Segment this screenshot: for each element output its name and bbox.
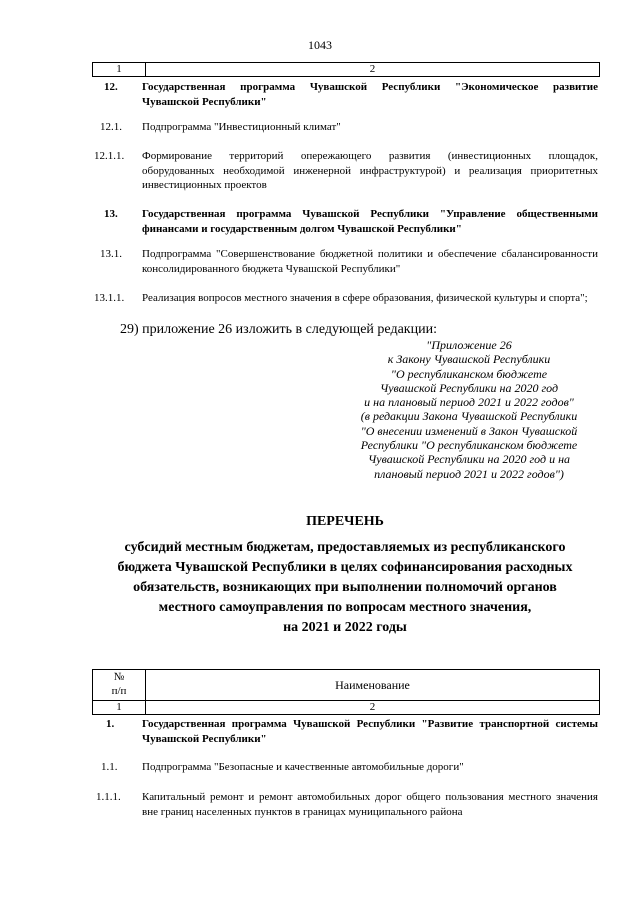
row-text: Подпрограмма "Инвестиционный климат"	[142, 121, 341, 133]
appendix-line: и на плановый период 2021 и 2022 годов"	[364, 395, 574, 410]
appendix-line: Чувашской Республики на 2020 год и на	[367, 452, 571, 467]
row-number: 1.	[106, 718, 115, 730]
title-line: обязательств, возникающих при выполнении полномочий органов	[133, 580, 557, 595]
column-number-1: 1	[93, 63, 146, 76]
bottom-table-header	[92, 669, 600, 715]
row-text: Реализация вопросов местного значения в сфере образования, физической культуры и спорта";	[142, 292, 588, 304]
row-number: 12.1.1.	[94, 150, 125, 162]
row-text: Подпрограмма "Совершенствование бюджетной политики и обеспечение сбалансированности консолидированного бюджета Чувашской Республики"	[142, 248, 598, 275]
column-number-1: 1	[93, 701, 146, 714]
row-text: Подпрограмма "Безопасные и качественные автомобильные дороги"	[142, 761, 464, 773]
row-number: 12.	[104, 81, 118, 93]
title-line: бюджета Чувашской Республики в целях софинансирования расходных	[117, 560, 573, 575]
column-number-2: 2	[369, 701, 376, 713]
row-number: 12.1.	[100, 121, 122, 133]
appendix-line: Чувашской Республики на 2020 год	[379, 380, 559, 395]
title-line: местного самоуправления по вопросам местного значения,	[158, 600, 532, 615]
row-number: 13.1.	[100, 248, 122, 260]
appendix-line: "Приложение 26	[426, 338, 512, 352]
row-number: 13.	[104, 208, 118, 220]
column-number-2: 2	[369, 63, 376, 75]
header-number-symbol: №	[113, 671, 125, 683]
appendix-line: Республики "О республиканском бюджете	[360, 438, 578, 453]
title-line: на 2021 и 2022 годы	[283, 620, 407, 635]
header-number-cell	[93, 670, 146, 701]
amendment-clause: 29) приложение 26 изложить в следующей редакции:	[120, 322, 437, 337]
appendix-line: (в редакции Закона Чувашской Республики	[360, 409, 578, 424]
row-text: Государственная программа Чувашской Республики "Экономическое развитие Чувашской Республики"	[142, 81, 598, 108]
appendix-line: "О внесении изменений в Закон Чувашской	[360, 423, 578, 438]
appendix-reference	[338, 338, 600, 481]
appendix-line: к Закону Чувашской Республики	[387, 352, 551, 367]
appendix-line: "О республиканском бюджете	[390, 366, 548, 381]
top-table-header	[92, 62, 600, 77]
title-line: субсидий местным бюджетам, предоставляемых из республиканского	[124, 540, 566, 555]
row-number: 1.1.	[101, 761, 118, 773]
row-number: 1.1.1.	[96, 791, 121, 803]
appendix-line: плановый период 2021 и 2022 годов")	[374, 466, 564, 481]
document-heading: ПЕРЕЧЕНЬ	[306, 514, 384, 529]
row-text: Формирование территорий опережающего развития (инвестиционных площадок, оборудованных необходимой инженерной инфраструктурой) и реализация приоритетных инвестиционных проектов	[142, 150, 598, 191]
row-text: Государственная программа Чувашской Республики "Управление общественными финансами и государственным долгом Чувашской Республики"	[142, 208, 598, 235]
row-text: Государственная программа Чувашской Республики "Развитие транспортной системы Чувашской Республики"	[142, 718, 598, 745]
header-name-cell: Наименование	[146, 670, 599, 701]
row-number: 13.1.1.	[94, 292, 125, 304]
row-text: Капитальный ремонт и ремонт автомобильных дорог общего пользования местного значения вне границ населенных пунктов в границах муниципального района	[142, 791, 598, 818]
header-number-abbrev: п/п	[111, 685, 127, 697]
page-number: 1043	[308, 38, 332, 52]
